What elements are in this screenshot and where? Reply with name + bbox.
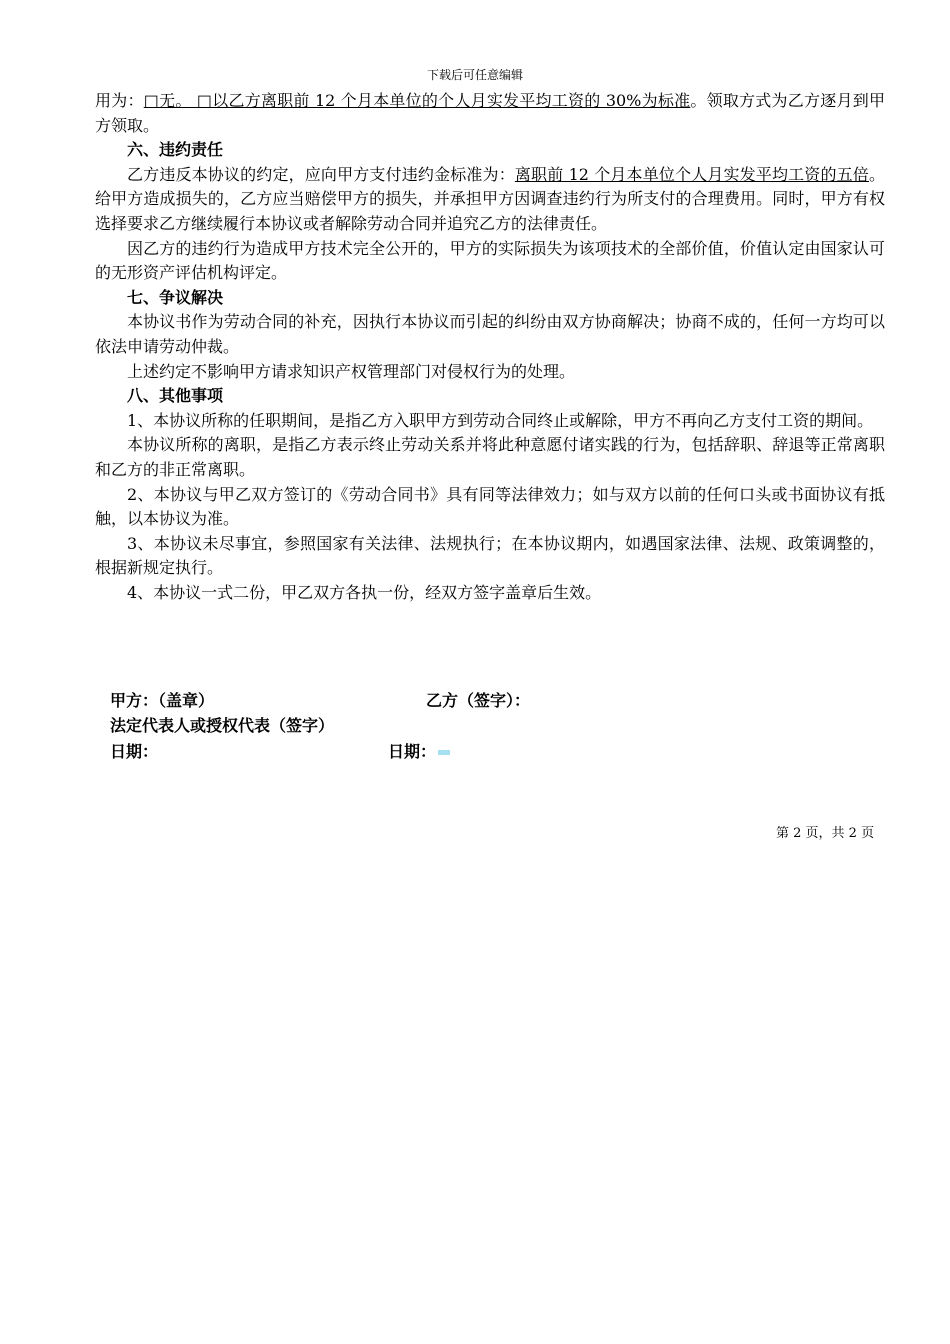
paragraph-dispute-2: 上述约定不影响甲方请求知识产权管理部门对侵权行为的处理。 [127, 361, 576, 381]
paragraph-other-2: 本协议所称的离职，是指乙方表示终止劳动关系并将此种意愿付诸实践的行为，包括辞职、辞退等正常离职和乙方的非正常离职。 [95, 435, 885, 479]
document-body [95, 89, 885, 605]
paragraph-other-3: 2、本协议与甲乙双方签订的《劳动合同书》具有同等法律效力；如与双方以前的任何口头或书面协议有抵触，以本协议为准。 [95, 484, 885, 529]
date-b-label: 日期： [388, 742, 437, 761]
paragraph-breach-1: 乙方违反本协议的约定，应向甲方支付违约金标准为：离职前 12 个月本单位个人月实发平均工资的五倍。给甲方造成损失的，乙方应当赔偿甲方的损失，并承担甲方因调查违约行为所支付的合理费用。同时，甲方有权选择要求乙方继续履行本协议或者解除劳动合同并追究乙方的法律责任。 [95, 164, 885, 233]
page-header: 下载后可任意编辑 [426, 68, 523, 82]
page-number: 第 2 页，共 2 页 [776, 826, 875, 841]
party-a-label: 甲方：（盖章） [110, 691, 215, 710]
paragraph-dispute-1: 本协议书作为劳动合同的补充，因执行本协议而引起的纠纷由双方协商解决；协商不成的，任何一方均可以依法申请劳动仲裁。 [95, 312, 885, 356]
paragraph-other-1: 1、本协议所称的任职期间，是指乙方入职甲方到劳动合同终止或解除，甲方不再向乙方支付工资的期间。 [127, 410, 874, 430]
section-heading-other: 八、其他事项 [127, 386, 224, 406]
section-heading-breach: 六、违约责任 [127, 140, 224, 160]
paragraph-compensation: 用为：□无。 □以乙方离职前 12 个月本单位的个人月实发平均工资的 30%为标准。领取方式为乙方逐月到甲方领取。 [95, 91, 885, 135]
highlight-mark [438, 750, 450, 755]
paragraph-breach-2: 因乙方的违约行为造成甲方技术完全公开的，甲方的实际损失为该项技术的全部价值，价值认定由国家认可的无形资产评估机构评定。 [95, 238, 885, 283]
paragraph-other-4: 3、本协议未尽事宜，参照国家有关法律、法规执行；在本协议期内，如遇国家法律、法规、政策调整的，根据新规定执行。 [95, 533, 885, 578]
section-heading-dispute: 七、争议解决 [127, 287, 224, 307]
legal-representative-label: 法定代表人或授权代表（签字） [110, 716, 335, 735]
compensation-options: □无。 □以乙方离职前 12 个月本单位的个人月实发平均工资的 30%为标准 [143, 91, 691, 110]
date-b-group [388, 739, 450, 762]
date-a-label: 日期： [110, 742, 159, 761]
paragraph-other-5: 4、本协议一式二份，甲乙双方各执一份，经双方签字盖章后生效。 [127, 582, 602, 602]
party-b-label: 乙方（签字）： [426, 691, 531, 710]
penalty-standard: 离职前 12 个月本单位个人月实发平均工资的五倍 [514, 164, 869, 184]
